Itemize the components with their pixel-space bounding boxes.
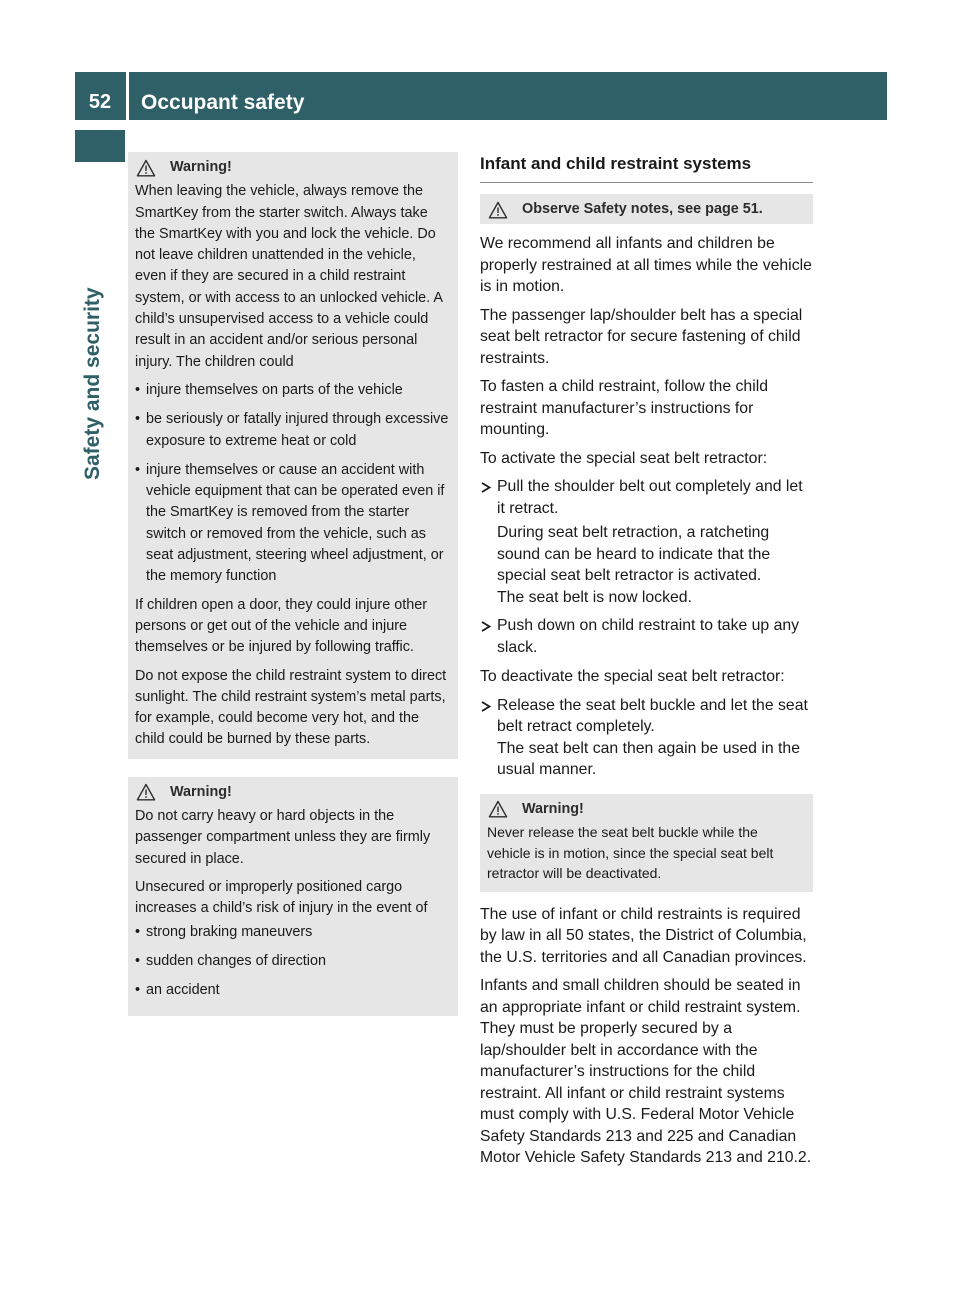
- bullet-text: injure themselves on parts of the vehicle: [146, 381, 403, 398]
- step-text: Release the seat belt buckle and let the seat belt retract completely.: [497, 696, 808, 736]
- step-result: The seat belt is now locked.: [497, 588, 692, 606]
- warning-heading: [135, 782, 450, 803]
- bullet-dot: •: [135, 982, 141, 999]
- warning-heading: [135, 157, 450, 178]
- section-title: Infant and child restraint systems: [480, 152, 813, 183]
- warning-box-cargo: [128, 777, 458, 1017]
- observe-note-text: Observe Safety notes, see page 51.: [522, 201, 763, 217]
- paragraph: To fasten a child restraint, follow the child restraint manufacturer’s instructions for mounting.: [480, 378, 768, 439]
- paragraph: Infants and small children should be seated in an appropriate infant or child restraint system. They must be properly secured by a lap/shoulder belt in accordance with the manufacturer’s instructions for the child restraint. All infant or child restraint systems must comply with U.S. Federal Motor Vehicle Safety Standards 213 and 225 and Canadian Motor Vehicle Safety Standards 213 and 210.2.: [480, 977, 812, 1167]
- body-text-lower: [480, 904, 813, 1169]
- bullet-item: [135, 380, 450, 401]
- activate-steps: [480, 476, 813, 658]
- warning-triangle-icon: [136, 159, 156, 177]
- observe-safety-note: [480, 194, 813, 224]
- bullet-item: [135, 922, 450, 943]
- bullet-item: [135, 460, 450, 588]
- warning-triangle-icon: [488, 800, 508, 818]
- bullet-text: sudden changes of direction: [146, 952, 327, 969]
- warning-heading-text: Warning!: [522, 800, 584, 817]
- header-divider: [126, 72, 129, 120]
- bullet-dot: •: [135, 411, 141, 428]
- step-result: During seat belt retraction, a ratcheting sound can be heard to indicate that the special seat belt retractor is activated.: [497, 524, 771, 585]
- bullet-item: [135, 951, 450, 972]
- paragraph: The use of infant or child restraints is required by law in all 50 states, the District of Columbia, the U.S. territories and all Canadian provinces.: [480, 905, 807, 966]
- side-tab: [75, 120, 125, 1296]
- step-item: [480, 615, 813, 658]
- warning-bullet-list: [135, 380, 450, 588]
- left-column: [128, 152, 458, 1016]
- page-header: [75, 72, 887, 120]
- step-arrow-icon: [481, 621, 491, 632]
- paragraph: The passenger lap/shoulder belt has a special seat belt retractor for secure fastening of child restraints.: [480, 306, 803, 367]
- warning-paragraph: When leaving the vehicle, always remove the SmartKey from the starter switch. Always take the SmartKey with you and lock the vehicle. Do not leave children unattended in the vehicle, even if they are secured in a child restraint system, or with access to an unlocked vehicle. A child’s unsupervised access to a vehicle could result in an accident and/or serious personal injury. The children could: [135, 183, 443, 370]
- paragraph: To deactivate the special seat belt retractor:: [480, 668, 785, 686]
- bullet-text: be seriously or fatally injured through excessive exposure to extreme heat or cold: [146, 411, 449, 449]
- warning-paragraph: Do not expose the child restraint system to direct sunlight. The child restraint system’s metal parts, for example, could become very hot, and the child could be burned by these parts.: [135, 667, 447, 748]
- warning-box-buckle: [480, 794, 813, 892]
- right-column: [480, 152, 813, 1176]
- step-result: The seat belt can then again be used in the usual manner.: [497, 739, 800, 779]
- warning-bullet-list: [135, 922, 450, 1002]
- warning-heading: [487, 799, 805, 820]
- warning-paragraph: Never release the seat belt buckle while the vehicle is in motion, since the special seat belt retractor will be deactivated.: [487, 824, 774, 882]
- warning-heading-text: Warning!: [170, 783, 232, 800]
- warning-paragraph: Do not carry heavy or hard objects in the passenger compartment unless they are firmly secured in place.: [135, 808, 431, 867]
- paragraph: To activate the special seat belt retractor:: [480, 449, 768, 467]
- step-item: [480, 476, 813, 608]
- observe-note-heading: [487, 199, 805, 220]
- page-number: 52: [88, 91, 112, 113]
- warning-paragraph: Unsecured or improperly positioned cargo increases a child’s risk of injury in the event of: [135, 878, 428, 917]
- warning-triangle-icon: [136, 783, 156, 801]
- bullet-text: injure themselves or cause an accident with vehicle equipment that can be operated even if the SmartKey is removed from the starter switch or removed from the vehicle, such as seat adjustment, steering wheel adjustment, or the memory function: [146, 461, 445, 585]
- step-text: Pull the shoulder belt out completely and let it retract.: [497, 478, 803, 517]
- bullet-item: [135, 409, 450, 452]
- bullet-dot: •: [135, 923, 141, 940]
- page-title: Occupant safety: [141, 91, 305, 114]
- side-tab-marker: [75, 130, 125, 162]
- step-arrow-icon: [481, 482, 491, 493]
- step-item: [480, 695, 813, 781]
- bullet-text: an accident: [146, 982, 220, 999]
- bullet-text: strong braking maneuvers: [146, 923, 313, 940]
- deactivate-steps: [480, 695, 813, 781]
- warning-triangle-icon: [488, 201, 508, 219]
- bullet-dot: •: [135, 381, 141, 398]
- body-text: [480, 233, 813, 781]
- warning-box-children: [128, 152, 458, 759]
- bullet-dot: •: [135, 952, 141, 969]
- section-side-label: Safety and security: [81, 287, 104, 480]
- warning-heading-text: Warning!: [170, 159, 232, 175]
- step-text: Push down on child restraint to take up any slack.: [497, 617, 800, 656]
- bullet-dot: •: [135, 461, 141, 478]
- warning-paragraph: If children open a door, they could injure other persons or get out of the vehicle and injure themselves or be injured by following traffic.: [135, 596, 428, 656]
- paragraph: We recommend all infants and children be properly restrained at all times while the vehicle is in motion.: [480, 235, 812, 296]
- step-arrow-icon: [481, 701, 491, 712]
- bullet-item: [135, 980, 450, 1001]
